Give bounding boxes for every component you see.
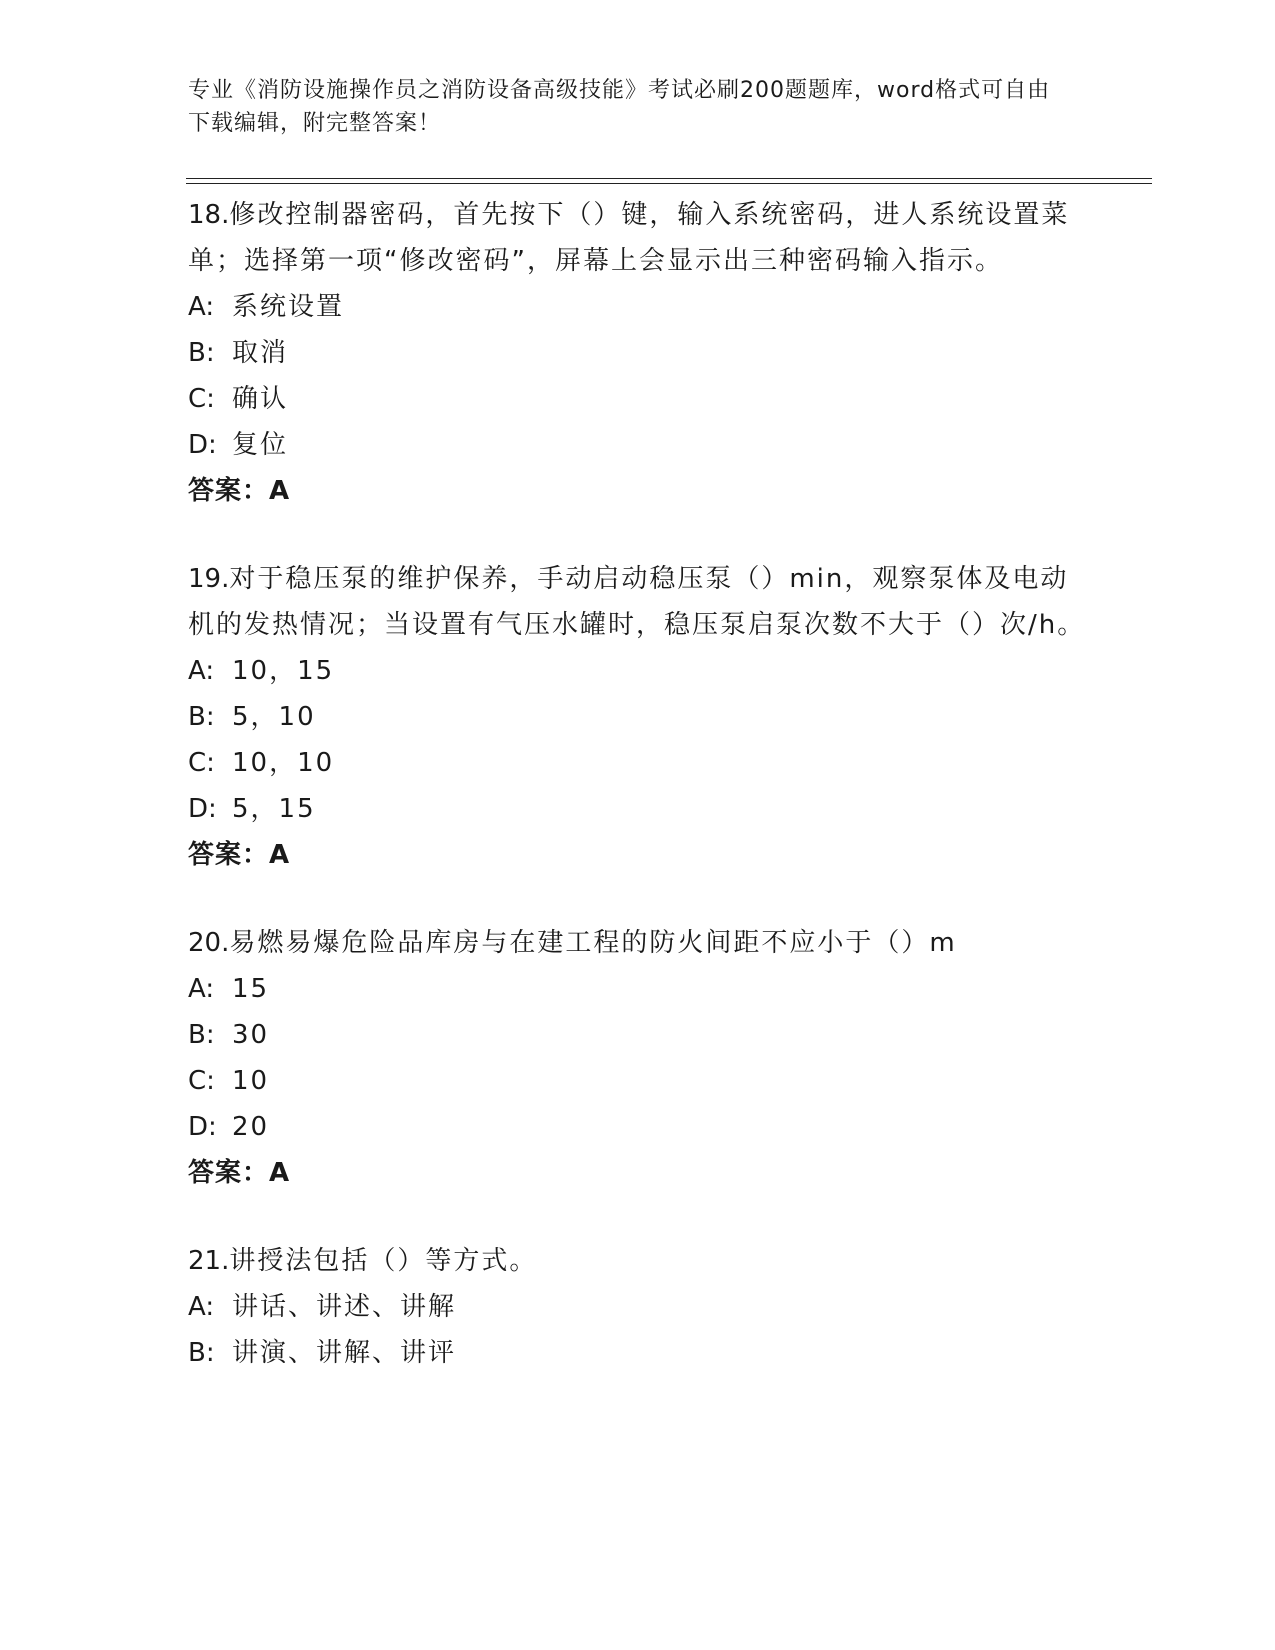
option-letter: C: — [188, 1066, 215, 1096]
option-text: 5，10 — [232, 702, 316, 732]
option-text: 取消 — [232, 338, 289, 368]
option-text: 10，15 — [232, 656, 335, 686]
option-text: 15 — [232, 974, 270, 1004]
option-a — [188, 966, 1088, 1012]
question-list — [188, 188, 1088, 1418]
document-header: 专业《消防设施操作员之消防设备高级技能》考试必刷200题题库，word格式可自由下载编辑，附完整答案！ — [188, 78, 1051, 136]
option-text: 复位 — [232, 430, 289, 460]
option-letter: B: — [188, 702, 215, 732]
option-b — [188, 330, 1088, 376]
option-text: 讲演、讲解、讲评 — [232, 1338, 457, 1368]
option-c — [188, 1058, 1088, 1104]
question-number: 19. — [188, 564, 230, 594]
option-letter: C: — [188, 384, 215, 414]
answer-label: 答案：A — [188, 1158, 291, 1188]
question-stem — [188, 1238, 1088, 1284]
option-text: 5，15 — [232, 794, 316, 824]
option-b — [188, 1330, 1088, 1376]
option-b — [188, 694, 1088, 740]
option-text: 20 — [232, 1112, 270, 1142]
option-letter: B: — [188, 1020, 215, 1050]
question-18 — [188, 192, 1088, 514]
option-text: 10，10 — [232, 748, 335, 778]
option-letter: D: — [188, 794, 217, 824]
option-letter: C: — [188, 748, 215, 778]
option-letter: A: — [188, 1292, 215, 1322]
question-19 — [188, 556, 1088, 878]
option-text: 10 — [232, 1066, 270, 1096]
question-stem — [188, 920, 1088, 966]
option-letter: B: — [188, 1338, 215, 1368]
question-number: 21. — [188, 1246, 230, 1276]
option-letter: A: — [188, 292, 215, 322]
question-text: 修改控制器密码，首先按下（）键，输入系统密码，进人系统设置菜单；选择第一项“修改密码”，屏幕上会显示出三种密码输入指示。 — [188, 200, 1070, 276]
option-b — [188, 1012, 1088, 1058]
question-text: 易燃易爆危险品库房与在建工程的防火间距不应小于（）m — [229, 928, 957, 958]
option-letter: B: — [188, 338, 215, 368]
question-number: 18. — [188, 200, 230, 230]
option-d — [188, 1104, 1088, 1150]
option-c — [188, 740, 1088, 786]
header-divider-top — [186, 178, 1152, 179]
question-number: 20. — [188, 928, 230, 958]
option-c — [188, 376, 1088, 422]
question-stem — [188, 556, 1088, 648]
option-letter: A: — [188, 974, 215, 1004]
option-text: 系统设置 — [232, 292, 345, 322]
header-divider-bottom — [186, 183, 1152, 184]
option-letter: A: — [188, 656, 215, 686]
option-a — [188, 1284, 1088, 1330]
option-letter: D: — [188, 430, 217, 460]
question-text: 对于稳压泵的维护保养，手动启动稳压泵（）min，观察泵体及电动机的发热情况；当设置有气压水罐时，稳压泵启泵次数不大于（）次/h。 — [188, 564, 1086, 640]
question-21 — [188, 1238, 1088, 1376]
question-text: 讲授法包括（）等方式。 — [229, 1246, 538, 1276]
question-20 — [188, 920, 1088, 1196]
option-letter: D: — [188, 1112, 217, 1142]
answer-label: 答案：A — [188, 840, 291, 870]
option-d — [188, 786, 1088, 832]
option-text: 30 — [232, 1020, 270, 1050]
option-a — [188, 284, 1088, 330]
option-d — [188, 422, 1088, 468]
question-stem — [188, 192, 1088, 284]
option-text: 确认 — [232, 384, 289, 414]
answer-label: 答案：A — [188, 476, 291, 506]
option-text: 讲话、讲述、讲解 — [232, 1292, 457, 1322]
option-a — [188, 648, 1088, 694]
